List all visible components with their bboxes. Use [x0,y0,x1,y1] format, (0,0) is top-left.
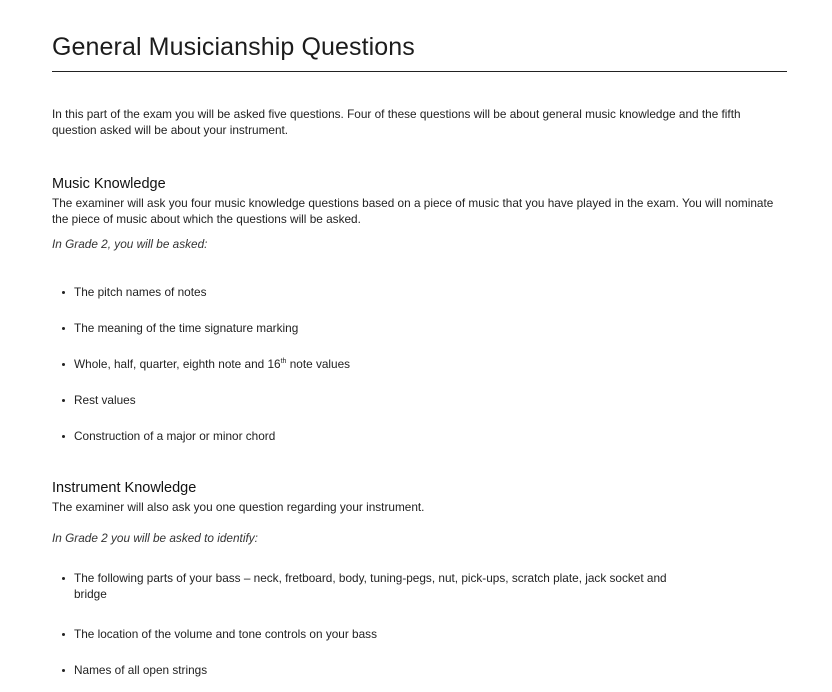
instrument-knowledge-lead: In Grade 2 you will be asked to identify: [52,531,258,545]
list-item [62,626,782,642]
bullet-icon [62,669,65,672]
bullet-icon [62,633,65,636]
list-item [62,662,782,678]
list-item-text: Rest values [74,393,136,407]
list-item [62,392,782,408]
instrument-knowledge-description: The examiner will also ask you one question regarding your instrument. [52,500,425,514]
bullet-icon [62,363,65,366]
bullet-icon [62,399,65,402]
list-item-text: The meaning of the time signature marking [74,321,299,335]
list-item [62,356,782,372]
list-item-text: The pitch names of notes [74,285,207,299]
intro-paragraph: In this part of the exam you will be asked five questions. Four of these questions will be about general music knowledge and the fifth question asked will be about your instrument. [52,107,741,137]
list-item-text: Names of all open strings [74,663,208,677]
instrument-knowledge-heading: Instrument Knowledge [52,480,197,496]
bullet-icon [62,435,65,438]
list-item-text: The location of the volume and tone controls on your bass [74,627,377,641]
list-item [62,284,782,300]
list-item [62,320,782,336]
music-knowledge-description: The examiner will ask you four music knowledge questions based on a piece of music that you have played in the exam. You will nominate the piece of music about which the questions will be asked. [52,196,774,226]
music-knowledge-heading: Music Knowledge [52,176,166,192]
list-item [62,570,672,602]
superscript-ordinal: th [280,358,287,366]
music-knowledge-lead: In Grade 2, you will be asked: [52,237,208,251]
list-item [62,428,782,444]
list-item-text-main: Whole, half, quarter, eighth note and 16 [74,357,281,371]
list-item-text [62,356,782,372]
bullet-icon [62,291,65,294]
bullet-icon [62,577,65,580]
list-item-text: Construction of a major or minor chord [74,429,276,443]
bullet-icon [62,327,65,330]
title-divider [52,71,787,72]
list-item-text-tail: note values [286,357,351,371]
page-title: General Musicianship Questions [52,33,415,61]
list-item-text: The following parts of your bass – neck, fretboard, body, tuning-pegs, nut, pick-ups, scratch plate, jack socket and bridge [74,571,667,601]
